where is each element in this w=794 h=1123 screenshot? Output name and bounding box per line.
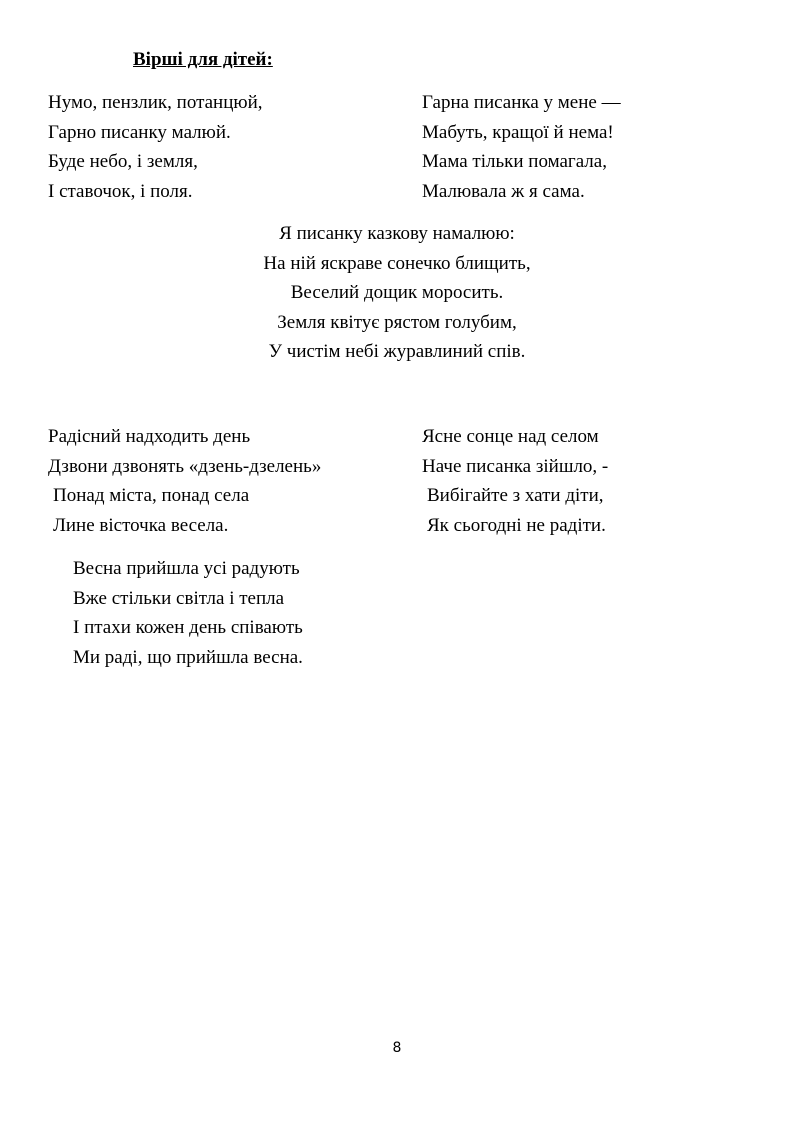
poem-line: Лине вісточка весела. bbox=[53, 514, 229, 536]
poem-line: Мама тільки помагала, bbox=[422, 151, 607, 172]
poem-line: Дзвони дзвонять «дзень-дзелень» bbox=[48, 455, 322, 477]
poem-line: Земля квітує рястом голубим, bbox=[277, 311, 517, 333]
poem-line: Весна прийшла усі радують bbox=[73, 558, 300, 579]
poem-line: На ній яскраве сонечко блищить, bbox=[263, 252, 531, 274]
poem-line: Ясне сонце над селом bbox=[422, 426, 599, 447]
page-number: 8 bbox=[392, 1040, 402, 1056]
stanza-2 bbox=[422, 88, 621, 206]
poem-line: Веселий дощик моросить. bbox=[290, 282, 504, 303]
poem-line: Гарна писанка у мене — bbox=[422, 92, 621, 113]
poem-line: І ставочок, і поля. bbox=[48, 180, 193, 202]
poem-line: Наче писанка зійшло, - bbox=[422, 455, 609, 477]
poem-line: Вибігайте з хати діти, bbox=[427, 485, 604, 506]
poem-line: Нумо, пензлик, потанцюй, bbox=[48, 92, 263, 113]
poem-line: Я писанку казкову намалюю: bbox=[279, 223, 515, 244]
poem-line: Ми раді, що прийшла весна. bbox=[73, 646, 303, 668]
stanza-1 bbox=[48, 88, 262, 206]
stanza-4 bbox=[48, 422, 321, 540]
stanza-6 bbox=[73, 554, 303, 672]
poem-line: Понад міста, понад села bbox=[53, 485, 250, 506]
poem-line: Як сьогодні не радіти. bbox=[427, 514, 606, 536]
poem-line: Радісний надходить день bbox=[48, 426, 251, 447]
poem-line: Малювала ж я сама. bbox=[422, 180, 585, 202]
stanza-5 bbox=[422, 422, 608, 540]
poem-line: Вже стільки світла і тепла bbox=[73, 587, 285, 609]
poem-line: І птахи кожен день співають bbox=[73, 617, 303, 638]
poem-line: Гарно писанку малюй. bbox=[48, 121, 231, 143]
poem-collection-title: Вірші для дітей: bbox=[133, 49, 273, 70]
stanza-3-centered bbox=[0, 219, 794, 367]
poem-line: У чистім небі журавлиний спів. bbox=[268, 341, 526, 362]
poem-line: Буде небо, і земля, bbox=[48, 151, 198, 172]
poem-line: Мабуть, кращої й нема! bbox=[422, 121, 614, 143]
